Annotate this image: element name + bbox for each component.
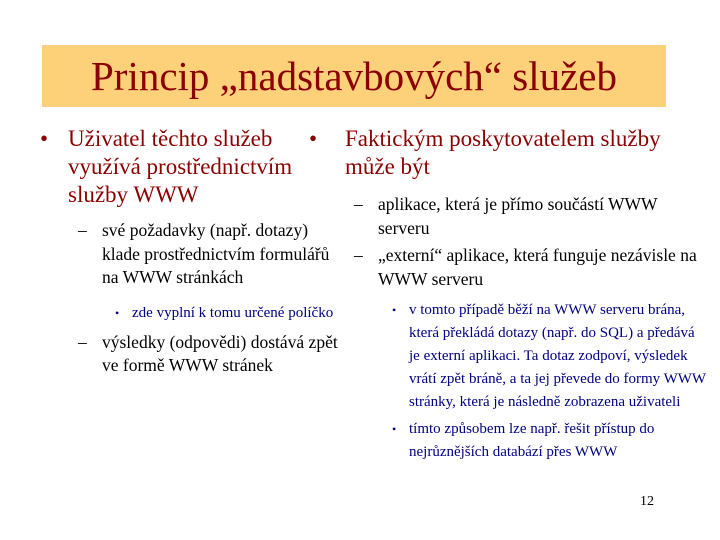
- page-number: 12: [640, 494, 654, 509]
- right-level3-text-a: v tomto případě běží na WWW serveru brána, která překládá dotazy (např. do SQL) a předává je externí aplikaci. Ta dotaz zodpoví, výsledek vrátí zpět bráně, a ta jej převede do formy WWW stránky, která je následně zobrazena uživateli: [409, 302, 706, 410]
- title-bar: [42, 45, 666, 107]
- left-level2-item-b: [30, 331, 340, 378]
- right-level2-item-b: [307, 244, 707, 291]
- dash-icon: –: [78, 220, 87, 240]
- left-level1-text: Uživatel těchto služeb využívá prostřednictvím služby WWW: [68, 126, 293, 207]
- right-level3-item-a: [307, 299, 707, 414]
- left-level2-text-b: výsledky (odpovědi) dostává zpět ve formě WWW stránek: [102, 331, 338, 375]
- bullet-icon: •: [392, 303, 397, 317]
- dash-icon: –: [354, 194, 363, 214]
- left-level1-item: [30, 125, 340, 209]
- right-column: [307, 125, 707, 464]
- dash-icon: –: [78, 331, 87, 352]
- right-level1-item: [307, 125, 707, 181]
- right-level1-text: Faktickým poskytovatelem služby může být: [345, 126, 661, 179]
- bullet-icon: •: [392, 422, 397, 436]
- right-level3-item-b: [307, 418, 707, 464]
- left-level2-item-a: [30, 219, 340, 290]
- right-level3-text-b: tímto způsobem lze např. řešit přístup do nejrůznějších databází přes WWW: [409, 421, 655, 460]
- bullet-icon: •: [309, 126, 318, 151]
- right-level2-text-a: aplikace, která je přímo součástí WWW serveru: [378, 194, 658, 238]
- left-level2-text-a: své požadavky (např. dotazy) klade prostřednictvím formulářů na WWW stránkách: [102, 220, 330, 287]
- bullet-icon: •: [115, 305, 120, 320]
- dash-icon: –: [354, 245, 363, 265]
- slide-title: Princip „nadstavbových“ služeb: [90, 52, 617, 99]
- left-column: [30, 125, 340, 378]
- left-level3-item-a: [30, 302, 340, 325]
- right-level2-text-b: „externí“ aplikace, která funguje nezávisle na WWW serveru: [378, 245, 697, 289]
- bullet-icon: •: [40, 126, 49, 151]
- right-level2-item-a: [307, 193, 707, 240]
- left-level3-text-a: zde vyplní k tomu určené políčko: [132, 304, 334, 321]
